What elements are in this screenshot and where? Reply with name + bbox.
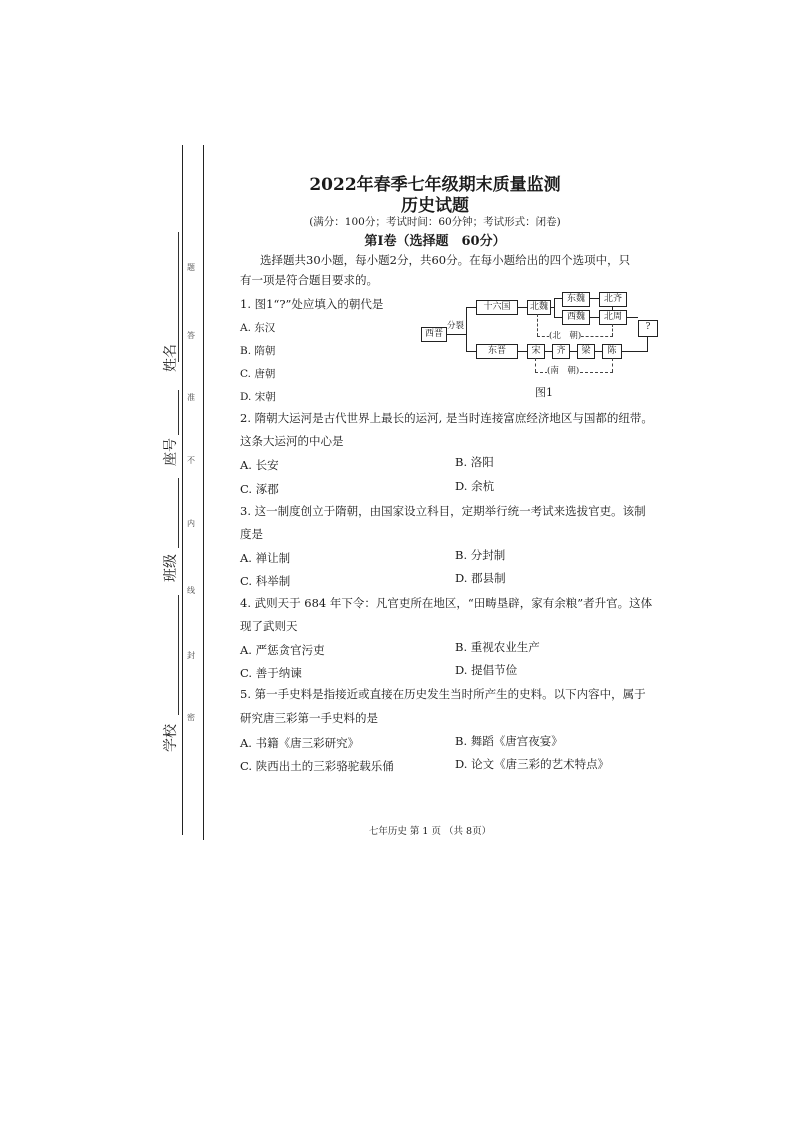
seat-underline — [178, 390, 179, 435]
node-xiwei: 西魏 — [562, 310, 590, 325]
node-beiwei: 北魏 — [527, 300, 551, 315]
node-xijin: 西晋 — [421, 327, 447, 342]
question-4-stem-line-2: 现了武则天 — [240, 619, 298, 633]
node-dongjin: 东晋 — [476, 344, 518, 359]
exam-subtitle: 历史试题 — [401, 196, 469, 216]
question-3-option-c: C. 科举制 — [240, 574, 291, 588]
node-qi: 齐 — [552, 344, 570, 359]
exam-title: 2022年春季七年级期末质量监测 — [309, 175, 561, 195]
seal-char: 密 — [187, 713, 195, 722]
connector — [517, 307, 527, 308]
seal-char: 题 — [187, 263, 195, 272]
seal-char: 封 — [187, 651, 195, 660]
connector — [621, 351, 647, 352]
binding-line-outer — [182, 145, 183, 835]
node-dongwei: 东魏 — [562, 292, 590, 307]
question-1-stem: 1. 图1“?”处应填入的朝代是 — [240, 297, 384, 311]
page-footer: 七年历史 第 1 页 （共 8页） — [368, 826, 492, 837]
arrow — [594, 351, 602, 352]
question-2-stem-line-1: 2. 隋朝大运河是古代世界上最长的运河, 是当时连接富庶经济地区与国都的纽带。 — [240, 411, 653, 425]
connector — [554, 298, 555, 318]
connector — [446, 334, 466, 335]
question-4-stem-line-1: 4. 武则天于 684 年下令：凡官吏所在地区，“田畴垦辟，家有余粮”者升官。这体 — [240, 596, 653, 610]
question-5-option-b: B. 舞蹈《唐宫夜宴》 — [455, 734, 563, 748]
node-beiqi: 北齐 — [599, 292, 627, 307]
question-4-option-b: B. 重视农业生产 — [455, 640, 540, 654]
question-2-option-b: B. 洛阳 — [455, 455, 494, 469]
arrow — [626, 317, 638, 318]
question-3-option-a: A. 禅让制 — [240, 551, 291, 565]
node-liang: 梁 — [577, 344, 595, 359]
node-question: ? — [638, 320, 658, 337]
connector — [550, 307, 555, 308]
question-5-stem-line-1: 5. 第一手史料是指接近或直接在历史发生当时所产生的史料。以下内容中，属于 — [240, 687, 646, 701]
arrow — [589, 317, 599, 318]
question-4-option-c: C. 善于纳谏 — [240, 666, 302, 680]
name-label: 姓名 — [163, 344, 179, 372]
question-2-option-a: A. 长安 — [240, 458, 279, 472]
class-underline — [178, 478, 179, 548]
label-southern-dynasties: (南 朝) — [547, 366, 580, 376]
seal-char: 准 — [187, 393, 195, 402]
question-1-option-a: A. 东汉 — [240, 322, 276, 334]
question-2-stem-line-2: 这条大运河的中心是 — [240, 434, 344, 448]
seat-label: 座号 — [163, 438, 179, 466]
question-5-option-d: D. 论文《唐三彩的艺术特点》 — [455, 757, 610, 771]
section-heading: 第Ⅰ卷（选择题 60分） — [364, 234, 506, 249]
connector — [466, 307, 467, 352]
bracket-northern — [612, 324, 613, 336]
question-3-option-b: B. 分封制 — [455, 548, 506, 562]
name-underline — [178, 232, 179, 362]
binding-line-inner — [203, 145, 204, 840]
instructions-line-2: 有一项是符合题目要求的。 — [240, 273, 378, 287]
question-5-stem-line-2: 研究唐三彩第一手史料的是 — [240, 711, 378, 725]
question-5-option-c: C. 陕西出土的三彩骆驼载乐俑 — [240, 759, 394, 773]
question-2-option-c: C. 涿郡 — [240, 482, 279, 496]
arrow — [589, 298, 599, 299]
question-3-stem-line-2: 度是 — [240, 527, 263, 541]
figure-1-caption: 图1 — [535, 386, 553, 399]
node-chen: 陈 — [602, 344, 622, 359]
connector — [612, 306, 613, 310]
connector — [554, 298, 562, 299]
connector — [554, 317, 562, 318]
question-4-option-d: D. 提倡节俭 — [455, 663, 518, 677]
bracket-southern — [535, 358, 536, 372]
connector — [466, 351, 476, 352]
question-3-stem-line-1: 3. 这一制度创立于隋朝，由国家设立科目，定期举行统一考试来选拔官吏。该制 — [240, 504, 646, 518]
arrow — [544, 351, 552, 352]
question-1-option-b: B. 隋朝 — [240, 345, 276, 357]
node-beizhou: 北周 — [599, 310, 627, 325]
class-label: 班级 — [163, 554, 179, 582]
connector — [466, 307, 476, 308]
label-split: 分裂 — [447, 321, 465, 331]
node-song: 宋 — [527, 344, 545, 359]
node-sixteen-kingdoms: 十六国 — [476, 300, 518, 315]
connector — [647, 336, 648, 352]
question-1-option-d: D. 宋朝 — [240, 391, 276, 403]
question-1-option-c: C. 唐朝 — [240, 368, 276, 380]
arrow — [569, 351, 577, 352]
school-underline — [178, 595, 179, 715]
question-4-option-a: A. 严惩贪官污吏 — [240, 643, 325, 657]
bracket-northern — [537, 314, 538, 336]
seal-char: 内 — [187, 519, 195, 528]
school-label: 学校 — [163, 724, 179, 752]
exam-info: (满分：100分；考试时间：60分钟；考试形式：闭卷) — [309, 216, 561, 228]
question-2-option-d: D. 余杭 — [455, 479, 495, 493]
question-5-option-a: A. 书籍《唐三彩研究》 — [240, 736, 360, 750]
question-3-option-d: D. 郡县制 — [455, 571, 506, 585]
seal-char: 不 — [187, 456, 195, 465]
instructions-line-1: 选择题共30小题，每小题2分，共60分。在每小题给出的四个选项中，只 — [260, 253, 631, 267]
bracket-southern — [612, 358, 613, 372]
seal-char: 线 — [187, 586, 195, 595]
arrow — [517, 351, 527, 352]
label-northern-dynasties: (北 朝) — [549, 331, 582, 341]
seal-char: 答 — [187, 331, 195, 340]
